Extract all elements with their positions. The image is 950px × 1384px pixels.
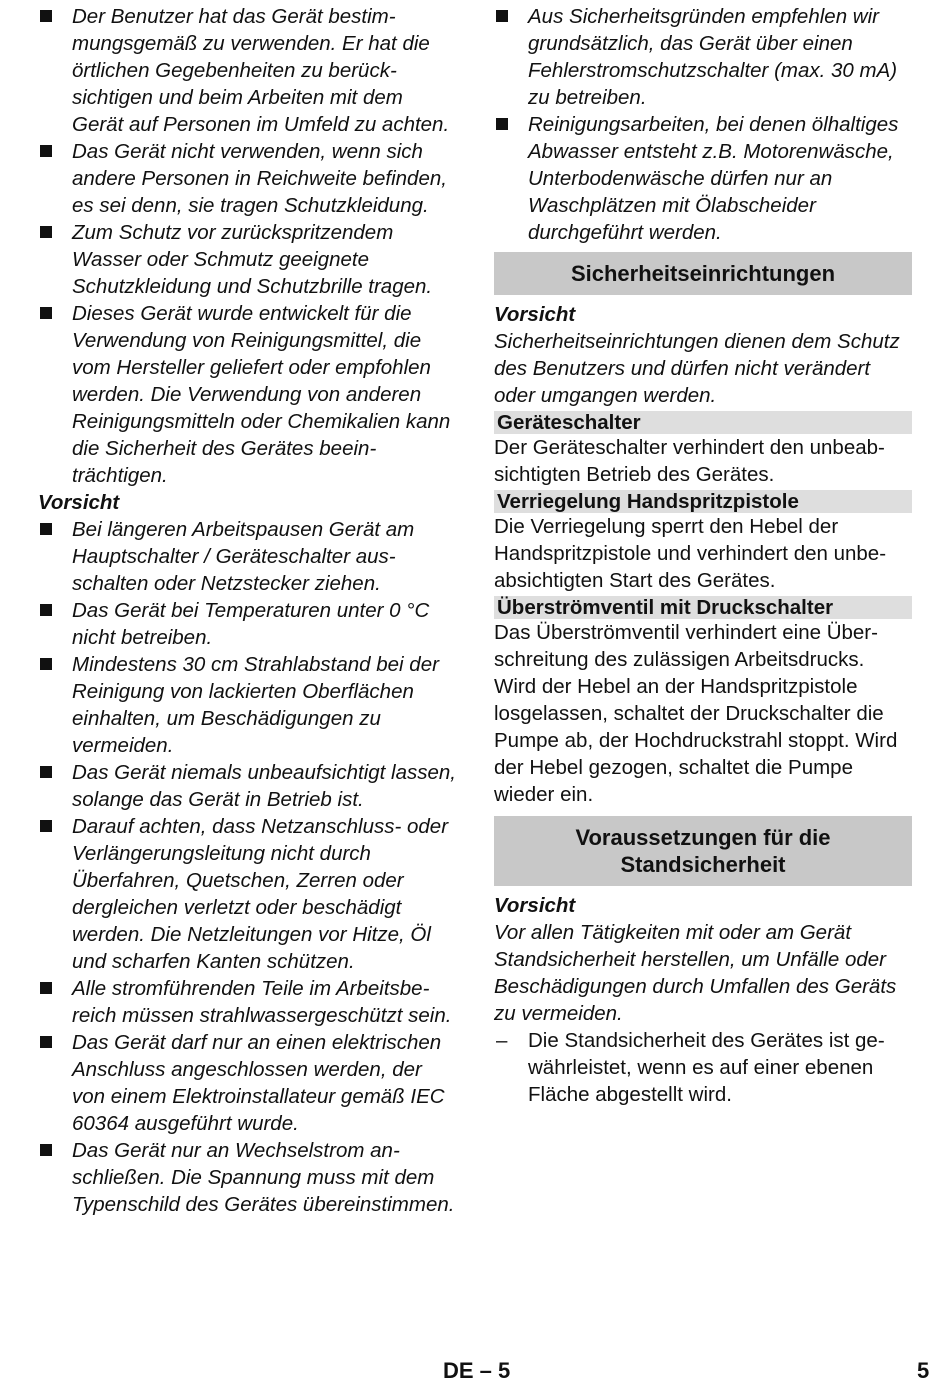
section-heading-stability: Voraussetzungen für die Standsicherheit: [494, 816, 912, 886]
left-column: [38, 3, 458, 1218]
page-number: 5: [917, 1358, 930, 1383]
square-bullet-icon: [40, 145, 52, 157]
list-item: Darauf achten, dass Netzanschluss- oder Verlängerungsleitung nicht durch Überfahren, Quetschen, Zerren oder dergleichen verletzt oder beschädigt werden. Die Netzleitungen vor Hitze, Öl und scharfen Kanten schützen.: [38, 813, 458, 975]
list-item: Das Gerät nur an Wechselstrom anschließen. Die Spannung muss mit dem Typenschild des Gerätes übereinstimmen.: [38, 1137, 458, 1218]
dash-bullet-icon: –: [496, 1029, 508, 1052]
list-item: Dieses Gerät wurde entwickelt für die Verwendung von Reinigungsmittel, die vom Hersteller geliefert oder empfohlen werden. Die Verwendung von anderen Reinigungsmitteln oder Chemikalien kann die Sicherheit des Gerätes beeinträchtigen.: [38, 300, 458, 489]
square-bullet-icon: [40, 1144, 52, 1156]
caution-label: Vorsicht: [494, 894, 576, 917]
right-column: [494, 3, 912, 1108]
square-bullet-icon: [40, 226, 52, 238]
subheading-device-switch: Geräteschalter: [494, 411, 912, 434]
safety-list-1: [38, 3, 458, 489]
square-bullet-icon: [496, 118, 508, 130]
paragraph: Der Geräteschalter verhindert den unbeabsichtigten Betrieb des Gerätes.: [494, 436, 885, 486]
caution-label: Vorsicht: [494, 303, 576, 326]
caution-label: Vorsicht: [38, 491, 120, 514]
list-item: – Die Standsicherheit des Gerätes ist gewährleistet, wenn es auf einer ebenen Fläche abgestellt wird.: [496, 1029, 885, 1106]
list-item: Das Gerät niemals unbeaufsichtigt lassen, solange das Gerät in Betrieb ist.: [38, 759, 458, 813]
square-bullet-icon: [40, 820, 52, 832]
paragraph: Die Verriegelung sperrt den Hebel der Handspritzpistole und verhindert den unbeabsichtigten Start des Gerätes.: [494, 515, 887, 592]
list-item: Das Gerät bei Temperaturen unter 0 °C nicht betreiben.: [38, 597, 458, 651]
page-code: DE – 5: [443, 1358, 511, 1383]
list-item: Alle stromführenden Teile im Arbeitsbereich müssen strahlwassergeschützt sein.: [38, 975, 458, 1029]
square-bullet-icon: [40, 10, 52, 22]
safety-list-2: [38, 516, 458, 1218]
square-bullet-icon: [40, 766, 52, 778]
list-item: Mindestens 30 cm Strahlabstand bei der Reinigung von lackierten Oberflächen einhalten, um Beschädigungen zu vermeiden.: [38, 651, 458, 759]
square-bullet-icon: [496, 10, 508, 22]
list-item: Das Gerät darf nur an einen elektrischen Anschluss angeschlossen werden, der von einem Elektroinstallateur gemäß IEC 60364 ausgeführt wurde.: [38, 1029, 458, 1137]
list-item: Bei längeren Arbeitspausen Gerät am Hauptschalter / Geräteschalter ausschalten oder Netzstecker ziehen.: [38, 516, 458, 597]
square-bullet-icon: [40, 1036, 52, 1048]
list-item: Aus Sicherheitsgründen empfehlen wir grundsätzlich, das Gerät über einen Fehlerstromschutzschalter (max. 30 mA) zu betreiben.: [494, 3, 912, 111]
square-bullet-icon: [40, 982, 52, 994]
square-bullet-icon: [40, 523, 52, 535]
caution-text: Vor allen Tätigkeiten mit oder am Gerät Standsicherheit herstellen, um Unfälle oder Beschädigungen durch Umfallen des Geräts zu vermeiden.: [494, 921, 897, 1025]
list-item: Das Gerät nicht verwenden, wenn sich andere Personen in Reichweite befinden, es sei denn, sie tragen Schutzkleidung.: [38, 138, 458, 219]
subheading-trigger-lock: Verriegelung Handspritzpistole: [494, 490, 912, 513]
list-item: Reinigungsarbeiten, bei denen ölhaltiges Abwasser entsteht z.B. Motorenwäsche, Unterbodenwäsche dürfen nur an Waschplätzen mit Ölabscheider durchgeführt werden.: [494, 111, 912, 246]
subheading-overflow-valve: Überströmventil mit Druckschalter: [494, 596, 912, 619]
section-heading-safety-devices: Sicherheitseinrichtungen: [494, 252, 912, 295]
square-bullet-icon: [40, 307, 52, 319]
safety-list-3: [494, 3, 912, 246]
square-bullet-icon: [40, 658, 52, 670]
list-item: Zum Schutz vor zurückspritzendem Wasser oder Schmutz geeignete Schutzkleidung und Schutzbrille tragen.: [38, 219, 458, 300]
list-item: Der Benutzer hat das Gerät bestimmungsgemäß zu verwenden. Er hat die örtlichen Gegebenheiten zu berücksichtigen und beim Arbeiten mit dem Gerät auf Personen im Umfeld zu achten.: [38, 3, 458, 138]
paragraph: Das Überströmventil verhindert eine Überschreitung des zulässigen Arbeitsdrucks. Wird der Hebel an der Handspritzpistole losgelassen, schaltet der Druckschalter die Pumpe ab, der Hochdruckstrahl stoppt. Wird der Hebel gezogen, schaltet die Pumpe wieder ein.: [494, 621, 898, 806]
square-bullet-icon: [40, 604, 52, 616]
caution-text: Sicherheitseinrichtungen dienen dem Schutz des Benutzers und dürfen nicht verändert oder umgangen werden.: [494, 330, 900, 407]
